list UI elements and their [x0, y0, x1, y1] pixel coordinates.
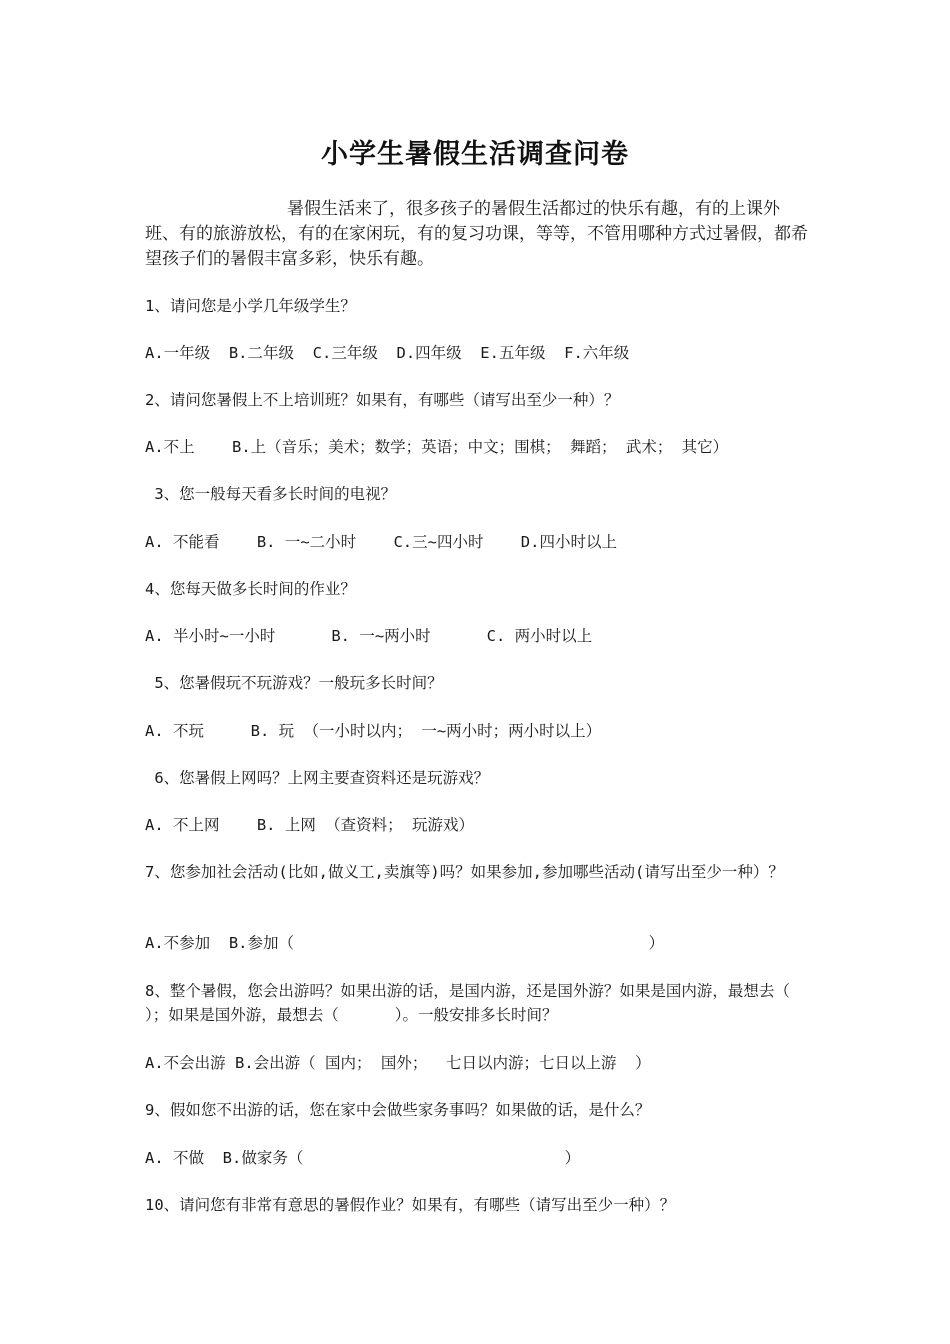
answer-options-4: A. 半小时~一小时 B. 一~两小时 C. 两小时以上	[145, 627, 593, 645]
answer-options-1: A.一年级 B.二年级 C.三年级 D.四年级 E.五年级 F.六年级	[145, 344, 630, 362]
question-2: 2、请问您暑假上不上培训班？如果有，有哪些（请写出至少一种）？	[145, 391, 620, 409]
answer-options-8: A.不会出游 B.会出游（ 国内； 国外； 七日以内游；七日以上游 ）	[145, 1054, 651, 1072]
question-6: 6、您暑假上网吗？上网主要查资料还是玩游戏？	[145, 769, 490, 787]
question-9: 9、假如您不出游的话，您在家中会做些家务事吗？如果做的话，是什么？	[145, 1101, 651, 1119]
page-title: 小学生暑假生活调查问卷	[321, 139, 629, 170]
question-5: 5、您暑假玩不玩游戏？一般玩多长时间？	[145, 674, 443, 692]
question-8: 8、整个暑假，您会出游吗？如果出游的话，是国内游，还是国外游？如果是国内游，最想去（ ）；如果是国外游，最想去（ ）。一般安排多长时间？	[145, 982, 837, 1024]
answer-options-2: A.不上 B.上（音乐；美术；数学；英语；中文；围棋； 舞蹈； 武术； 其它）	[145, 438, 729, 456]
question-7: 7、您参加社会活动(比如,做义工,卖旗等)吗？如果参加,参加哪些活动(请写出至少一种）？	[145, 863, 784, 881]
question-10: 10、请问您有非常有意思的暑假作业？如果有，有哪些（请写出至少一种）？	[145, 1196, 676, 1214]
question-4: 4、您每天做多长时间的作业？	[145, 580, 356, 598]
question-1: 1、请问您是小学几年级学生？	[145, 297, 356, 315]
answer-options-6: A. 不上网 B. 上网 （查资料； 玩游戏）	[145, 816, 474, 834]
question-3: 3、您一般每天看多长时间的电视？	[145, 485, 397, 503]
answer-options-3: A. 不能看 B. 一~二小时 C.三~四小时 D.四小时以上	[145, 533, 617, 551]
answer-options-7: A.不参加 B.参加（ ）	[145, 934, 665, 952]
answer-options-5: A. 不玩 B. 玩 （一小时以内； 一~两小时；两小时以上）	[145, 722, 602, 740]
intro-paragraph: 暑假生活来了，很多孩子的暑假生活都过的快乐有趣，有的上课外班、有的旅游放松，有的在家闲玩，有的复习功课，等等，不管用哪种方式过暑假，都希望孩子们的暑假丰富多彩，快乐有趣。	[145, 199, 808, 269]
answer-options-9: A. 不做 B.做家务（ ）	[145, 1149, 581, 1167]
